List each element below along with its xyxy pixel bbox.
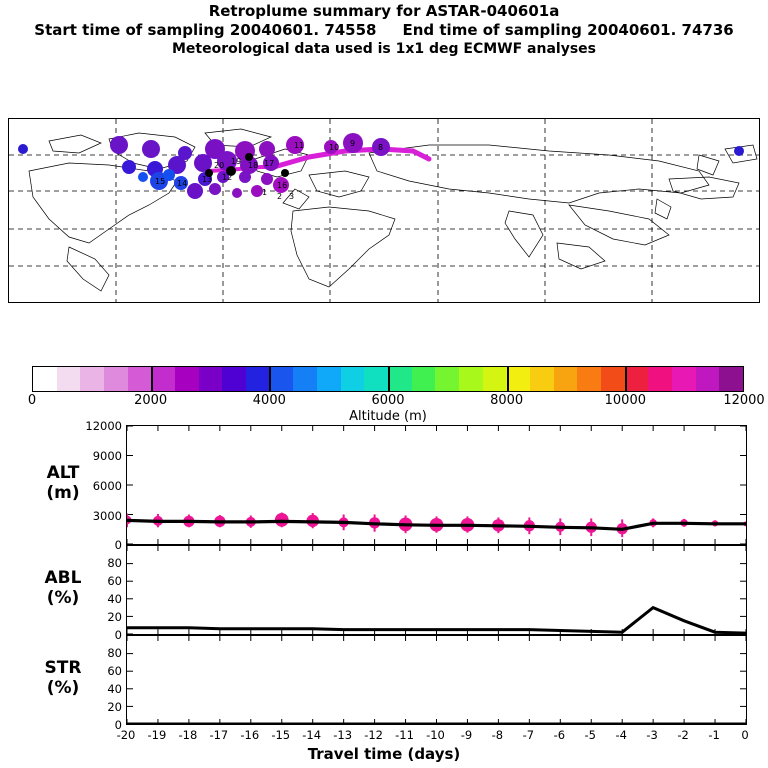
colorbar-segment bbox=[317, 367, 341, 391]
alt-ytick-0: 0 bbox=[114, 538, 122, 552]
svg-text:17: 17 bbox=[264, 159, 275, 168]
abl-axis-label-line1: ABL bbox=[44, 568, 82, 588]
colorbar-segment bbox=[128, 367, 152, 391]
colorbar-segment bbox=[577, 367, 601, 391]
str-ytick-80: 80 bbox=[107, 646, 122, 660]
title-line-2 bbox=[0, 21, 768, 40]
x-tick-label: -9 bbox=[460, 728, 473, 742]
x-tick-label: -19 bbox=[147, 728, 167, 742]
colorbar-tick-label: 10000 bbox=[604, 393, 646, 408]
colorbar-tick bbox=[269, 367, 271, 391]
colorbar-segment bbox=[33, 367, 57, 391]
colorbar-segment bbox=[459, 367, 483, 391]
svg-text:3: 3 bbox=[289, 192, 295, 201]
alt-axis-label-line2: (m) bbox=[46, 483, 80, 503]
svg-text:8: 8 bbox=[378, 143, 384, 152]
str-ytick-0: 0 bbox=[114, 718, 122, 732]
abl-ytick-80: 80 bbox=[107, 556, 122, 570]
alt-axis-label-line1: ALT bbox=[46, 463, 80, 483]
alt-ytick-9000: 9000 bbox=[92, 449, 122, 463]
colorbar-segment bbox=[364, 367, 388, 391]
svg-text:16: 16 bbox=[277, 181, 288, 190]
str-plot-panel bbox=[126, 635, 747, 725]
colorbar-segment bbox=[222, 367, 246, 391]
str-axis-label-line1: STR bbox=[44, 658, 82, 678]
x-tick-label: 0 bbox=[741, 728, 749, 742]
colorbar-segment bbox=[341, 367, 365, 391]
colorbar-tick bbox=[151, 367, 153, 391]
colorbar-segment bbox=[293, 367, 317, 391]
svg-text:12: 12 bbox=[222, 173, 233, 182]
colorbar-segment bbox=[175, 367, 199, 391]
title-line-1: Retroplume summary for ASTAR-040601a bbox=[208, 2, 560, 20]
svg-text:11: 11 bbox=[294, 141, 305, 150]
x-tick-label: -14 bbox=[302, 728, 322, 742]
colorbar-segment bbox=[483, 367, 507, 391]
x-tick-label: -10 bbox=[426, 728, 445, 742]
str-ytick-60: 60 bbox=[107, 664, 122, 678]
abl-ytick-0: 0 bbox=[114, 628, 122, 642]
x-tick-label: -6 bbox=[553, 728, 566, 742]
colorbar-tick bbox=[507, 367, 509, 391]
x-tick-label: -3 bbox=[646, 728, 658, 742]
colorbar-segment bbox=[554, 367, 578, 391]
x-tick-label: -7 bbox=[522, 728, 535, 742]
x-tick-label: -18 bbox=[178, 728, 198, 742]
colorbar-segment bbox=[246, 367, 270, 391]
sampling-start-time: Start time of sampling 20040601. 74558 bbox=[34, 21, 377, 39]
colorbar-tick-labels bbox=[2, 393, 768, 409]
svg-text:10: 10 bbox=[329, 143, 340, 152]
str-ytick-40: 40 bbox=[107, 682, 122, 696]
abl-axis-label bbox=[8, 568, 118, 608]
colorbar-title: Altitude (m) bbox=[349, 409, 427, 424]
sampling-end-time: End time of sampling 20040601. 74736 bbox=[402, 21, 734, 39]
colorbar-segment bbox=[672, 367, 696, 391]
timeseries-panels bbox=[0, 419, 768, 763]
colorbar-segment bbox=[530, 367, 554, 391]
abl-axis-label-line2: (%) bbox=[46, 588, 80, 608]
colorbar-tick-label: 12000 bbox=[723, 393, 765, 408]
svg-text:19: 19 bbox=[231, 157, 242, 166]
x-tick-label: -12 bbox=[364, 728, 383, 742]
svg-text:2: 2 bbox=[277, 192, 283, 201]
colorbar-segment bbox=[270, 367, 294, 391]
colorbar-segment bbox=[388, 367, 412, 391]
colorbar-segment bbox=[719, 367, 743, 391]
x-tick-label: -16 bbox=[240, 728, 260, 742]
colorbar-segment bbox=[506, 367, 530, 391]
svg-text:13: 13 bbox=[202, 175, 213, 184]
str-axis-label bbox=[8, 658, 118, 698]
abl-plot-panel bbox=[126, 545, 747, 635]
x-tick-label: -5 bbox=[584, 728, 596, 742]
x-axis-title: Travel time (days) bbox=[307, 745, 461, 763]
str-ytick-20: 20 bbox=[107, 700, 122, 714]
abl-ytick-20: 20 bbox=[107, 610, 122, 624]
colorbar-tick-label: 0 bbox=[27, 393, 37, 408]
alt-plot-panel bbox=[126, 425, 747, 545]
alt-ytick-12000: 12000 bbox=[85, 419, 122, 433]
colorbar-segment bbox=[696, 367, 720, 391]
altitude-colorbar bbox=[27, 366, 765, 424]
alt-axis-label bbox=[8, 463, 118, 503]
x-tick-label: -11 bbox=[395, 728, 414, 742]
svg-text:1: 1 bbox=[262, 188, 268, 197]
x-tick-label: -13 bbox=[333, 728, 353, 742]
abl-plot-svg bbox=[127, 546, 746, 634]
x-tick-label: -15 bbox=[271, 728, 291, 742]
abl-ytick-40: 40 bbox=[107, 592, 122, 606]
alt-ytick-6000: 6000 bbox=[92, 479, 122, 493]
svg-text:9: 9 bbox=[350, 139, 356, 148]
colorbar-segment bbox=[625, 367, 649, 391]
colorbar-tick-label: 2000 bbox=[134, 393, 168, 408]
x-tick-label: -8 bbox=[491, 728, 504, 742]
svg-text:18: 18 bbox=[248, 161, 259, 170]
map-coastlines bbox=[29, 129, 757, 291]
colorbar-segment bbox=[57, 367, 81, 391]
str-axis-label-line2: (%) bbox=[46, 678, 80, 698]
title-line-3: Meteorological data used is 1x1 deg ECMWF analyses bbox=[172, 41, 596, 57]
colorbar-gradient bbox=[32, 366, 744, 392]
colorbar-segment bbox=[648, 367, 672, 391]
abl-ytick-60: 60 bbox=[107, 574, 122, 588]
title-block bbox=[0, 2, 768, 59]
x-tick-label: -1 bbox=[708, 728, 720, 742]
colorbar-tick-label: 6000 bbox=[371, 393, 405, 408]
colorbar-segment bbox=[199, 367, 223, 391]
map-svg bbox=[9, 119, 759, 302]
x-tick-label: -4 bbox=[615, 728, 627, 742]
colorbar-tick bbox=[388, 367, 390, 391]
colorbar-segment bbox=[435, 367, 459, 391]
colorbar-segment bbox=[412, 367, 436, 391]
x-tick-label: -20 bbox=[116, 728, 136, 742]
colorbar-tick-label: 4000 bbox=[252, 393, 286, 408]
colorbar-segment bbox=[151, 367, 175, 391]
alt-plot-svg bbox=[127, 426, 746, 544]
str-plot-svg bbox=[127, 636, 746, 724]
svg-text:15: 15 bbox=[155, 177, 166, 186]
colorbar-segment bbox=[80, 367, 104, 391]
x-tick-label: -17 bbox=[209, 728, 229, 742]
colorbar-segment bbox=[104, 367, 128, 391]
colorbar-segment bbox=[601, 367, 625, 391]
colorbar-tick bbox=[625, 367, 627, 391]
svg-text:14: 14 bbox=[177, 179, 188, 188]
svg-text:20: 20 bbox=[214, 161, 225, 170]
alt-ytick-3000: 3000 bbox=[92, 509, 122, 523]
x-tick-label: -2 bbox=[677, 728, 689, 742]
world-map-panel bbox=[8, 118, 760, 303]
colorbar-tick-label: 8000 bbox=[490, 393, 524, 408]
x-tick-labels bbox=[116, 728, 749, 744]
